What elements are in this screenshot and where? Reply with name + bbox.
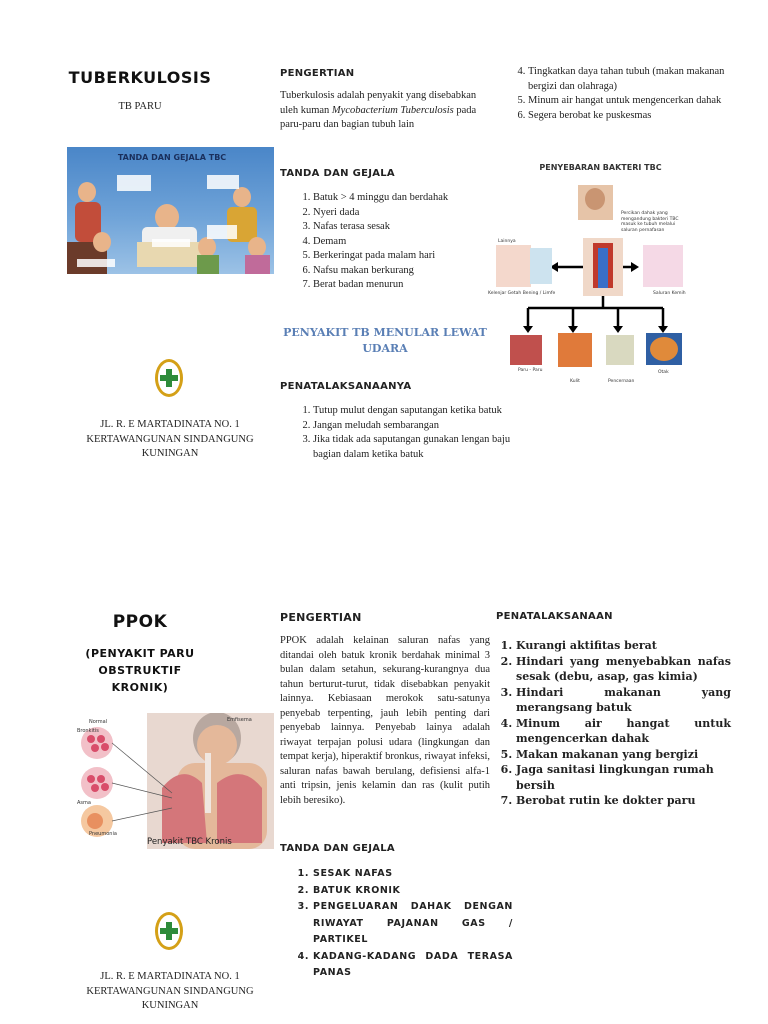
tbc-symptoms-image-caption: TANDA DAN GEJALA TBC	[117, 153, 227, 162]
diagram-label-lainnya: Lainnya	[498, 239, 516, 244]
list-item: 6. Nafsu makan berkurang	[313, 264, 513, 279]
page1-right-list	[504, 65, 733, 123]
page2-penatalaksanaan-heading: PENATALAKSANAAN	[496, 611, 613, 622]
list-item: 1. Tutup mulut dengan saputangan ketika batuk	[313, 404, 513, 419]
diagram-label-pencernaan: Pencernaan	[608, 379, 635, 384]
list-item: 3. Hindari makanan yang merangsang batuk	[516, 685, 731, 716]
list-item: 1. SESAK NAFAS	[313, 866, 513, 883]
list-item: 5. Makan makanan yang bergizi	[516, 747, 731, 763]
list-item: 2. Hindari yang menyebabkan nafas sesak (debu, asap, gas kimia)	[516, 654, 731, 685]
list-item: 3. PENGELUARAN DAHAK DENGAN RIWAYAT PAJANAN GAS / PARTIKEL	[313, 899, 513, 949]
page1-pengertian-heading: PENGERTIAN	[280, 68, 355, 79]
page2-pengertian-heading: PENGERTIAN	[280, 611, 362, 624]
menular-heading-line1: PENYAKIT TB MENULAR LEWAT	[283, 326, 487, 339]
list-item: 1. Batuk > 4 minggu dan berdahak	[313, 191, 513, 206]
list-item: 5. Berkeringat pada malam hari	[313, 249, 513, 264]
address-line-2: KERTAWANGUNAN SINDANGUNG	[86, 985, 254, 997]
ppok-image	[67, 713, 274, 849]
page2-penatalaksanaan-list	[488, 638, 731, 809]
address-line-1: JL. R. E MARTADINATA NO. 1	[100, 971, 240, 982]
page1-tanda-heading: TANDA DAN GEJALA	[280, 168, 395, 179]
list-item: 6. Jaga sanitasi lingkungan rumah bersih	[516, 762, 731, 793]
list-item: 6. Segera berobat ke puskesmas	[528, 109, 733, 124]
page1-penatalaksanaan-list	[289, 404, 513, 462]
list-item: 2. Nyeri dada	[313, 206, 513, 221]
diagram-label-limfe: Kelenjar Getah Bening / Limfe	[488, 291, 556, 296]
page2-subtitle: (PENYAKIT PARU OBSTRUKTIF KRONIK)	[85, 647, 195, 694]
list-item: 7. Berobat rutin ke dokter paru	[516, 793, 731, 809]
list-item: 7. Berat badan menurun	[313, 278, 513, 293]
page2-title: PPOK	[112, 612, 168, 632]
health-logo	[154, 358, 184, 403]
address-line-2: KERTAWANGUNAN SINDANGUNG	[86, 433, 254, 445]
list-item: 3. Jika tidak ada saputangan gunakan lengan baju bagian dalam ketika batuk	[313, 433, 513, 462]
list-item: 4. Tingkatkan daya tahan tubuh (makan makanan bergizi dan olahraga)	[528, 65, 733, 94]
ppok-label-asma: Asma	[77, 800, 91, 806]
page1-penatalaksanaan-heading: PENATALAKSANAANYA	[280, 381, 412, 392]
diagram-label-saluran-kemih: Saluran Kemih	[653, 291, 686, 296]
pengertian-text-part2: pada paru-paru dan bagian tubuh lain	[280, 104, 477, 130]
ppok-label-normal: Normal	[89, 719, 108, 725]
page2-tanda-list	[289, 866, 513, 982]
tbc-symptoms-image	[67, 147, 274, 274]
ppok-label-pneumonia: Pneumonia	[89, 831, 117, 837]
page2-pengertian-text: PPOK adalah kelainan saluran nafas yang ditandai oleh batuk kronik berdahak minimal 3 bulan dalam setahun, sekurang-kurangnya dua tahun berturut-turut, tidak disebabkan penyakit lainnya. Kebiasaan merokok satu-satunya penyebab terpenting, jauh lebih penting dari penyebab lainnya. Penyebab lainya adalah riwayat terpajan polusi udara (lingkungan dan tempat kerja), hiperaktif bronkus, riwayat infeksi, saluran nafas bawah berulang, defisiensi alfa-1 anti tripsin, jenis kelamin dan ras (kulit putih lebih beresiko).	[280, 635, 490, 806]
page1-subtitle: TB PARU	[118, 101, 162, 112]
tbc-spread-diagram	[488, 163, 713, 391]
ppok-label-emfisema: Emfisema	[227, 717, 252, 723]
diagram-title: PENYEBARAN BAKTERI TBC	[539, 163, 662, 172]
diagram-note: Percikan dahak yang mengandung bakteri TBC masuk ke tubuh melalui saluran pernafasan	[621, 211, 679, 233]
list-item: 5. Minum air hangat untuk mengencerkan dahak	[528, 94, 733, 109]
tbc-symptoms-illustration	[67, 147, 274, 274]
ppok-image-caption: Penyakit TBC Kronis	[147, 837, 232, 847]
diagram-illustration	[488, 163, 713, 391]
page1-address	[60, 418, 280, 462]
pengertian-text-italic: Mycobacterium Tuberculosis	[331, 104, 454, 116]
address-line-3: KUNINGAN	[141, 448, 199, 459]
page2-tanda-heading: TANDA DAN GEJALA	[280, 843, 395, 854]
menular-heading-line2: UDARA	[362, 342, 408, 355]
page2-address	[60, 970, 280, 1014]
page1-pengertian-text	[280, 89, 490, 133]
list-item: 2. Jangan meludah sembarangan	[313, 419, 513, 434]
list-item: 3. Nafas terasa sesak	[313, 220, 513, 235]
page1-title: TUBERKULOSIS	[68, 68, 212, 87]
diagram-label-otak: Otak	[658, 370, 669, 375]
list-item: 4. Demam	[313, 235, 513, 250]
address-line-1: JL. R. E MARTADINATA NO. 1	[100, 419, 240, 430]
address-line-3: KUNINGAN	[141, 1000, 199, 1011]
page1-menular-heading	[280, 325, 490, 357]
page1-tanda-list	[289, 191, 513, 293]
diagram-label-paru: Paru - Paru	[518, 368, 543, 373]
list-item: 2. BATUK KRONIK	[313, 883, 513, 900]
health-logo	[154, 911, 184, 956]
list-item: 4. KADANG-KADANG DADA TERASA PANAS	[313, 949, 513, 982]
pengertian-text-part1: Tuberkulosis adalah penyakit yang disebabkan uleh kuman	[280, 90, 477, 116]
ppok-label-bronkitis: Bronkitis	[77, 728, 99, 734]
diagram-label-kulit: Kulit	[570, 379, 580, 384]
list-item: 1. Kurangi aktifitas berat	[516, 638, 731, 654]
list-item: 4. Minum air hangat untuk mengencerkan dahak	[516, 716, 731, 747]
